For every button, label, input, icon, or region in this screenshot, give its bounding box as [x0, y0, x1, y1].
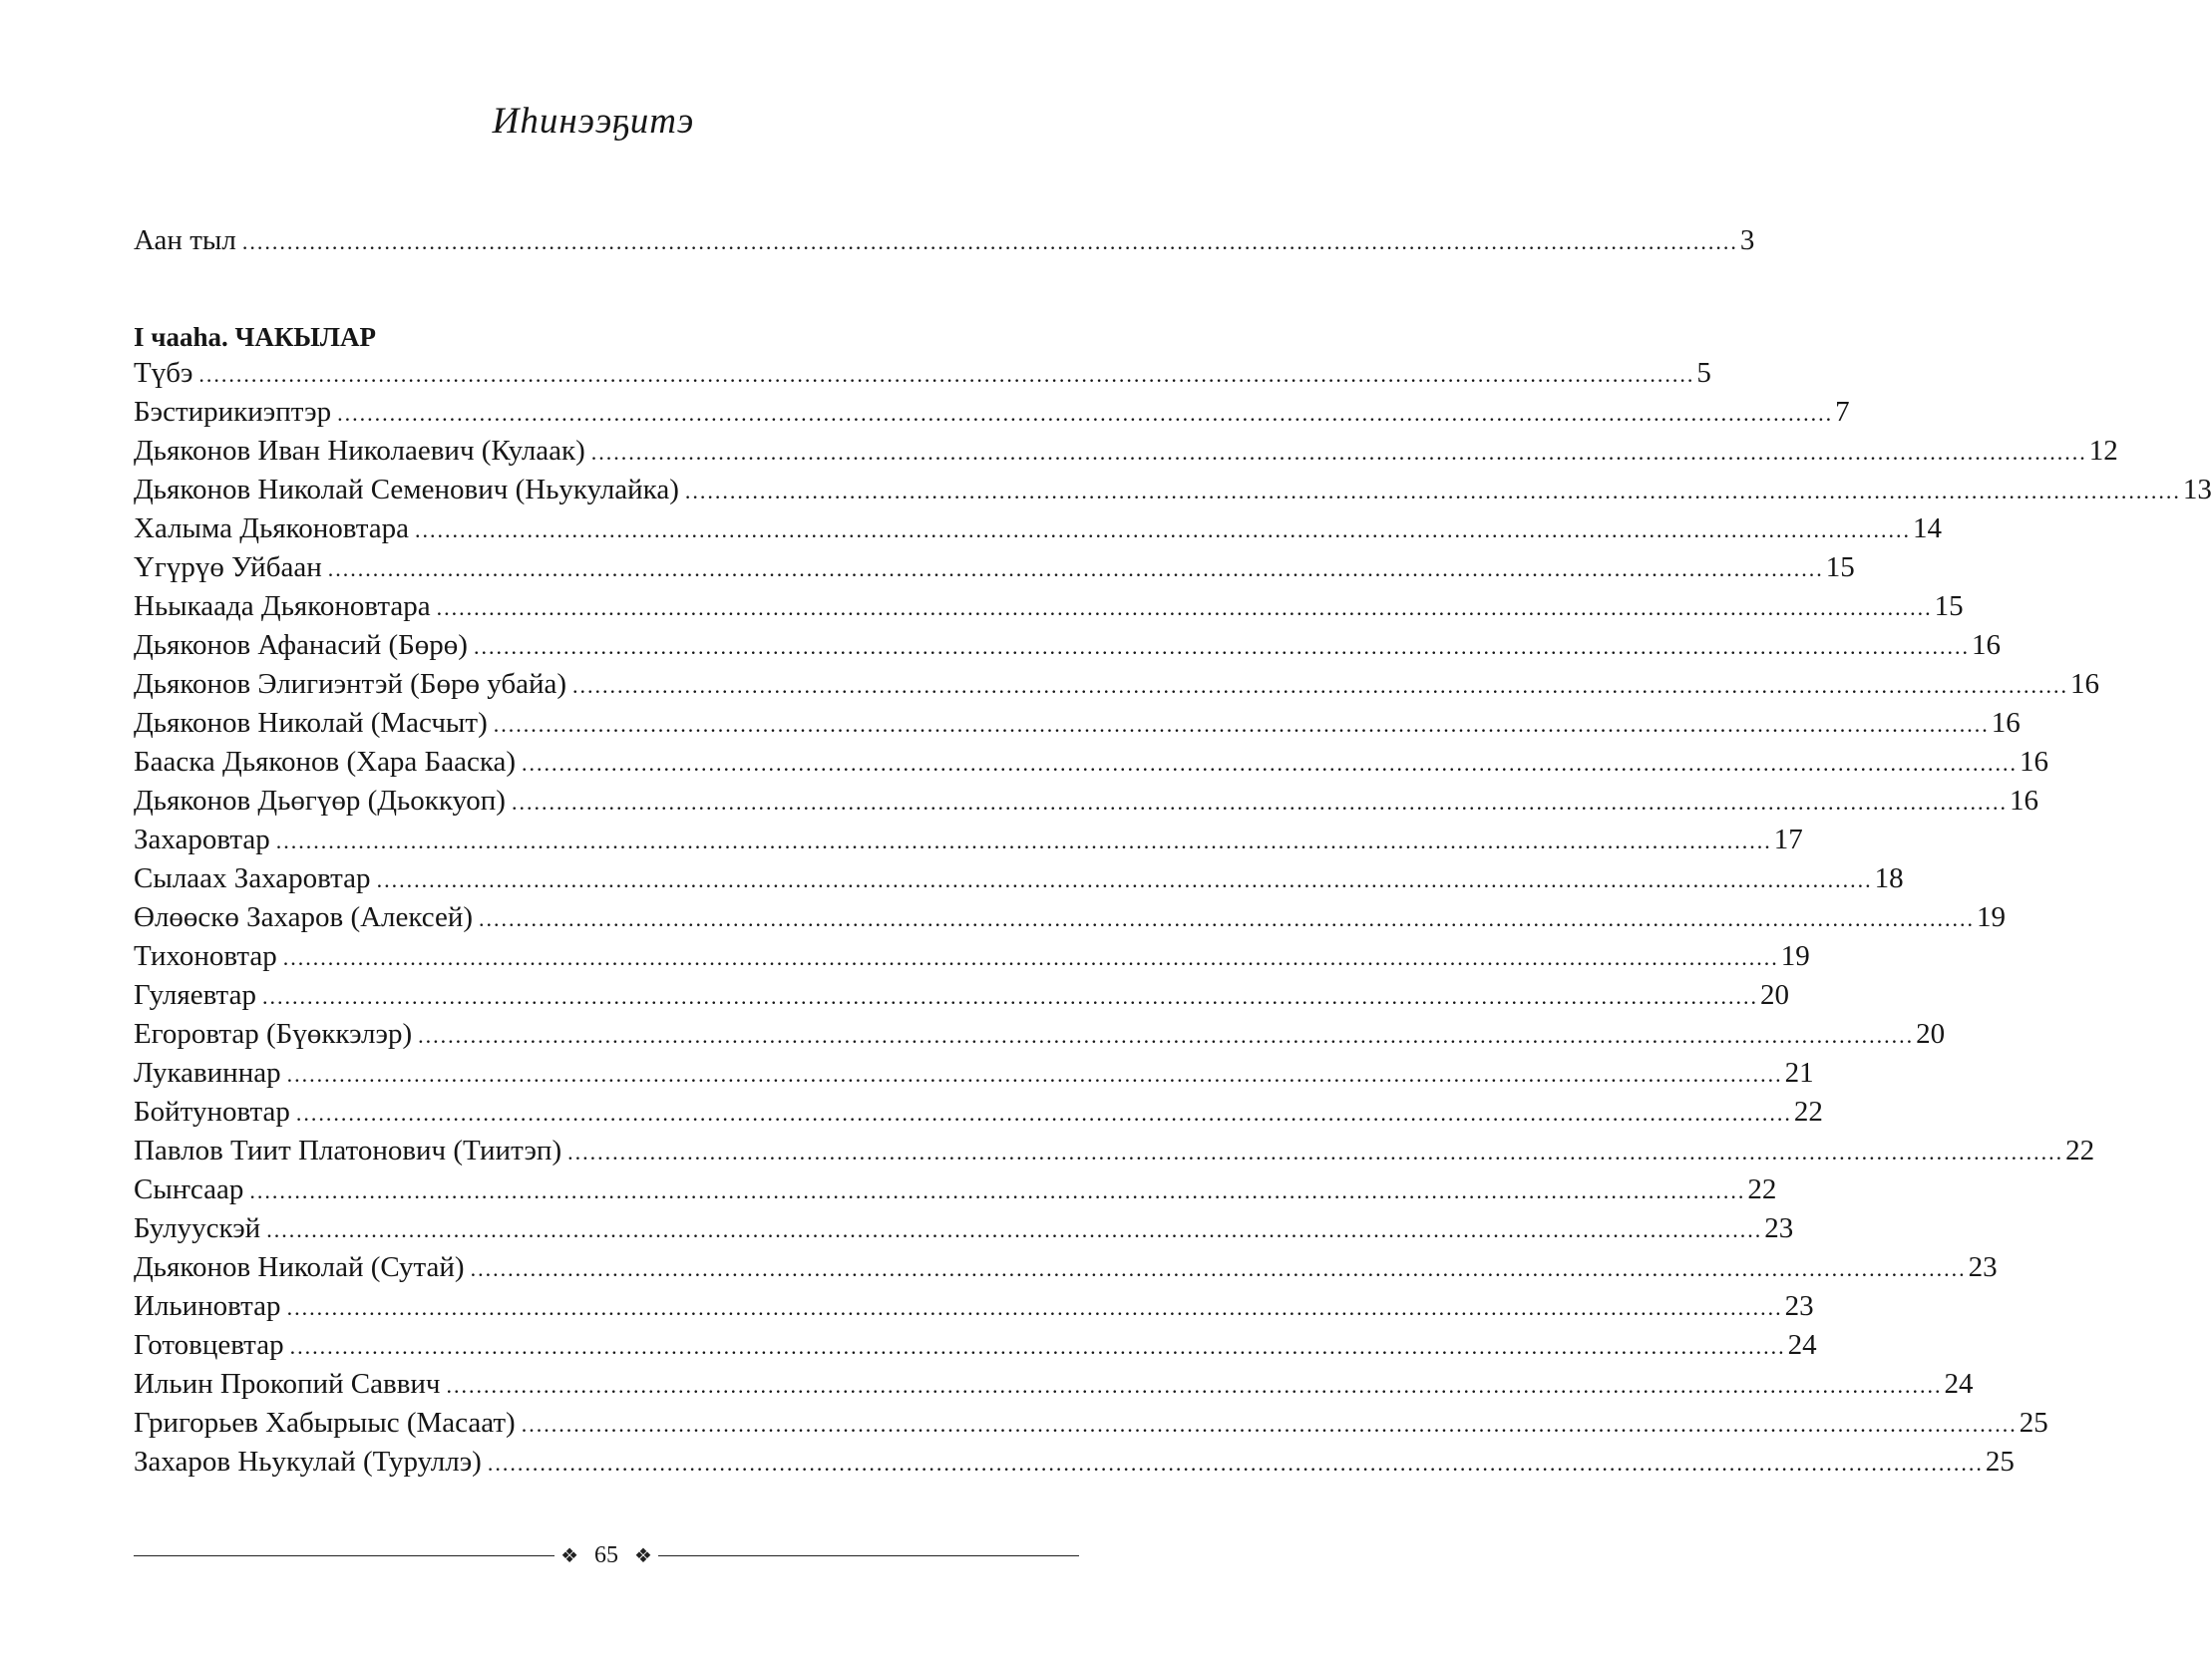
dot-leader: ........................................................................................................................................................................................................ [418, 1023, 1915, 1048]
dot-leader: ........................................................................................................................................................................................................ [572, 673, 2069, 698]
section-prefix: чааhа. [151, 322, 228, 352]
toc-entry-label: Ньыкаада Дьяконовтара [134, 590, 431, 622]
toc-entry-page: 16 [2009, 785, 2038, 817]
toc-entry-label: Дьяконов Николай Семенович (Ньукулайка) [134, 474, 679, 505]
dot-leader: ........................................................................................................................................................................................................ [249, 1178, 1746, 1203]
dot-leader: ........................................................................................................................................................................................................ [266, 1217, 1763, 1242]
toc-entry [134, 707, 2021, 746]
toc-entry-label: Дьяконов Элигиэнтэй (Бөрө убайа) [134, 668, 567, 700]
toc-entry [134, 979, 1789, 1018]
toc-entry-label: Гуляевтар [134, 979, 256, 1011]
toc-entry-page: 23 [1764, 1212, 1794, 1244]
dot-leader: ........................................................................................................................................................................................................ [198, 362, 1695, 387]
toc-entry-label: Тихоновтар [134, 940, 277, 972]
toc-entry [134, 396, 1850, 435]
toc-entry-page: 19 [1780, 940, 1810, 972]
toc-entry-label: Аан тыл [134, 224, 236, 256]
toc-entry [134, 1290, 1814, 1329]
toc-entry-page: 16 [1991, 707, 2021, 739]
toc-entry [134, 746, 2049, 785]
dot-leader: ........................................................................................................................................................................................................ [487, 1451, 1984, 1476]
toc-entry [134, 1251, 1998, 1290]
dot-leader: ........................................................................................................................................................................................................ [470, 1256, 1967, 1281]
toc-entry-page: 22 [1747, 1173, 1777, 1205]
toc-entry-label: Дьяконов Дьөгүөр (Дьоккуоп) [134, 785, 506, 817]
dot-leader: ........................................................................................................................................................................................................ [286, 1295, 1783, 1320]
toc-entry-page: 17 [1773, 824, 1803, 855]
toc-entry [134, 1018, 1946, 1057]
toc-entry-label: Бойтуновтар [134, 1096, 290, 1128]
toc-entry-page: 24 [1787, 1329, 1817, 1361]
dot-leader: ........................................................................................................................................................................................................ [261, 984, 1758, 1009]
toc-entry-intro [134, 224, 1755, 263]
toc-entry-label: Сылаах Захаровтар [134, 862, 371, 894]
toc-entry-page: 20 [1759, 979, 1789, 1011]
dot-leader: ........................................................................................................................................................................................................ [511, 790, 2008, 815]
toc-entry-label: Өлөөскө Захаров (Алексей) [134, 901, 474, 933]
dot-leader: ........................................................................................................................................................................................................ [286, 1062, 1783, 1087]
toc-entry [134, 901, 2007, 940]
toc-entry-label: Григорьев Хабырыыс (Масаат) [134, 1407, 516, 1439]
toc-entry [134, 1057, 1814, 1096]
toc-entry-label: Ильин Прокопий Саввич [134, 1368, 441, 1400]
toc-entry-label: Егоровтар (Бүөккэлэр) [134, 1018, 413, 1050]
dot-leader: ........................................................................................................................................................................................................ [376, 867, 1873, 892]
toc-entry [134, 551, 1855, 590]
toc-entry-label: Сыҥсаар [134, 1173, 244, 1205]
toc-entry-label: Захаровтар [134, 824, 270, 855]
toc-entry-page: 16 [2020, 746, 2049, 778]
dot-leader: ........................................................................................................................................................................................................ [289, 1334, 1786, 1359]
page-number: 65 [594, 1542, 618, 1568]
dot-leader: ........................................................................................................................................................................................................ [522, 751, 2019, 776]
toc-entry-page: 7 [1835, 396, 1850, 428]
section-number: I [134, 322, 145, 352]
toc-entry-label: Готовцевтар [134, 1329, 284, 1361]
toc-entry-label: Бэстирикиэптэр [134, 396, 332, 428]
toc-entry-page: 19 [1977, 901, 2007, 933]
toc-entry-label: Дьяконов Николай (Масчыт) [134, 707, 488, 739]
ornament-icon: ❖ [560, 1545, 578, 1567]
toc-entry-page: 14 [1913, 512, 1943, 544]
toc-entry-page: 22 [1793, 1096, 1823, 1128]
toc-entry [134, 1173, 1777, 1212]
page-title: Иhинээҕитэ [492, 101, 695, 142]
dot-leader: ........................................................................................................................................................................................................ [521, 1412, 2018, 1437]
toc-entry-page: 16 [1971, 629, 2001, 661]
toc-entry [134, 357, 1711, 396]
toc-entry-page: 15 [1825, 551, 1855, 583]
footer-rule-left [134, 1555, 554, 1556]
toc-entry-label: Дьяконов Афанасий (Бөрө) [134, 629, 468, 661]
toc-entry [134, 1368, 1974, 1407]
toc-entry-label: Халыма Дьяконовтара [134, 512, 410, 544]
dot-leader: ........................................................................................................................................................................................................ [337, 401, 1834, 426]
toc-entry-label: Булуускэй [134, 1212, 261, 1244]
toc-entry-page: 13 [2182, 474, 2212, 505]
page-footer [134, 1542, 1079, 1569]
toc-entry-page: 23 [1784, 1290, 1814, 1322]
toc-entry-page: 20 [1916, 1018, 1946, 1050]
dot-leader: ........................................................................................................................................................................................................ [493, 712, 1990, 737]
toc-entry [134, 512, 1943, 551]
dot-leader: ........................................................................................................................................................................................................ [590, 440, 2087, 465]
footer-rule-right [658, 1555, 1079, 1556]
dot-leader: ........................................................................................................................................................................................................ [327, 556, 1824, 581]
toc-entry-label: Түбэ [134, 357, 193, 389]
dot-leader: ........................................................................................................................................................................................................ [282, 945, 1779, 970]
toc-entry-label: Дьяконов Николай (Сутай) [134, 1251, 465, 1283]
toc-entry [134, 629, 2001, 668]
toc-entry-label: Захаров Ньукулай (Туруллэ) [134, 1446, 482, 1478]
toc-entry-label: Үгүрүө Уйбаан [134, 551, 322, 583]
toc-entry-page: 23 [1968, 1251, 1998, 1283]
toc-entry-label: Ильиновтар [134, 1290, 281, 1322]
dot-leader: ........................................................................................................................................................................................................ [241, 229, 1738, 254]
toc-entry [134, 1446, 2015, 1485]
toc-entry [134, 474, 2212, 512]
toc-entry-page: 5 [1696, 357, 1711, 389]
toc-entry [134, 1135, 2095, 1173]
dot-leader: ........................................................................................................................................................................................................ [479, 906, 1976, 931]
dot-leader: ........................................................................................................................................................................................................ [415, 517, 1912, 542]
section-name: ЧАКЫЛАР [234, 322, 377, 352]
toc-entry-page: 18 [1874, 862, 1904, 894]
toc-entry-page: 12 [2088, 435, 2118, 467]
toc-entry [134, 435, 2118, 474]
dot-leader: ........................................................................................................................................................................................................ [436, 595, 1933, 620]
toc-entry [134, 1329, 1817, 1368]
toc-entry-label: Лукавиннар [134, 1057, 281, 1089]
table-of-contents [134, 224, 2212, 1485]
toc-entry-label: Павлов Тиит Платонович (Тиитэп) [134, 1135, 562, 1166]
toc-entry [134, 862, 1904, 901]
toc-entry-page: 16 [2070, 668, 2100, 700]
toc-entry [134, 824, 1803, 862]
toc-entry [134, 940, 1810, 979]
toc-entry-label: Бааска Дьяконов (Хара Бааска) [134, 746, 517, 778]
dot-leader: ........................................................................................................................................................................................................ [473, 634, 1970, 659]
toc-entry-page: 24 [1944, 1368, 1974, 1400]
toc-entry-page: 21 [1784, 1057, 1814, 1089]
toc-entry-list [134, 357, 2212, 1485]
ornament-icon: ❖ [634, 1545, 652, 1567]
toc-entry [134, 668, 2100, 707]
dot-leader: ........................................................................................................................................................................................................ [684, 479, 2181, 503]
toc-entry-page: 15 [1934, 590, 1964, 622]
toc-entry [134, 1407, 2048, 1446]
toc-entry-page: 3 [1739, 224, 1755, 256]
toc-entry-page: 25 [1985, 1446, 2015, 1478]
section-heading [134, 317, 1049, 357]
dot-leader: ........................................................................................................................................................................................................ [567, 1140, 2064, 1165]
dot-leader: ........................................................................................................................................................................................................ [295, 1101, 1792, 1126]
toc-entry-label: Дьяконов Иван Николаевич (Кулаак) [134, 435, 585, 467]
toc-entry [134, 590, 1964, 629]
dot-leader: ........................................................................................................................................................................................................ [446, 1373, 1943, 1398]
toc-entry-page: 22 [2065, 1135, 2095, 1166]
toc-entry [134, 1212, 1794, 1251]
toc-entry [134, 1096, 1823, 1135]
toc-entry [134, 785, 2038, 824]
toc-entry-page: 25 [2019, 1407, 2048, 1439]
dot-leader: ........................................................................................................................................................................................................ [275, 829, 1772, 853]
